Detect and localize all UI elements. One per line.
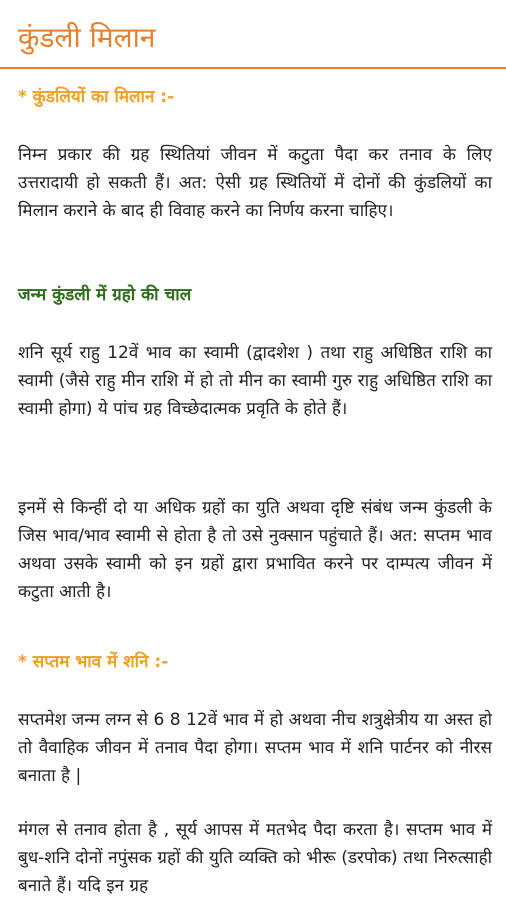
paragraph-janm-kundli-2: इनमें से किन्हीं दो या अधिक ग्रहों का युति अथवा दृष्टि संबंध जन्म कुंडली के जिस भाव/भाव स्वामी से होता है तो उसे नुक्सान पहुंचाते हैं। अत: सप्तम भाव अथवा उसके स्वामी को इन ग्रहों द्वारा प्रभावित करने पर दाम्पत्य जीवन में कटुता आती है। xyxy=(18,498,492,602)
section-heading-janm-kundli: जन्म कुंडली में ग्रहो की चाल xyxy=(18,285,192,305)
page-title: कुंडली मिलान xyxy=(18,21,156,54)
paragraph-saptam-shani-2: मंगल से तनाव होता है , सूर्य आपस में मतभेद पैदा करता है। सप्तम भाव में बुध-शनि दोनों नपुंसक ग्रहों की युति व्यक्ति को भीरू (डरपोक) तथा निरुत्साही बनाते हैं। यदि इन ग्रह xyxy=(18,820,492,896)
paragraph-kundli-milan: निम्न प्रकार की ग्रह स्थितियां जीवन में कटुता पैदा कर तनाव के लिए उत्तरादायी हो सकती हैं। अत: ऐसी ग्रह स्थितियों में दोनों की कुंडलियों का मिलान कराने के बाद ही विवाह करने का निर्णय करना चाहिए। xyxy=(18,145,492,221)
section-heading-saptam-shani: * सप्तम भाव में शनि :- xyxy=(18,652,169,672)
paragraph-janm-kundli-1: शनि सूर्य राहु 12वें भाव का स्वामी (द्वादशेश ) तथा राहु अधिष्ठित राशि का स्वामी (जैसे राहु मीन राशि में हो तो मीन का स्वामी गुरु राहु अधिष्ठित राशि का स्वामी होगा) ये पांच ग्रह विच्छेदात्मक प्रवृति के होते हैं। xyxy=(18,343,492,419)
paragraph-saptam-shani-1: सप्तमेश जन्म लग्न से 6 8 12वें भाव में हो अथवा नीच शत्रुक्षेत्रीय या अस्त हो तो वैवाहिक जीवन में तनाव पैदा होगा। सप्तम भाव में शनि पार्टनर को नीरस बनाता है | xyxy=(18,710,492,786)
section-heading-kundli-milan: * कुंडलियों का मिलान :- xyxy=(18,87,175,107)
title-divider xyxy=(0,67,506,69)
